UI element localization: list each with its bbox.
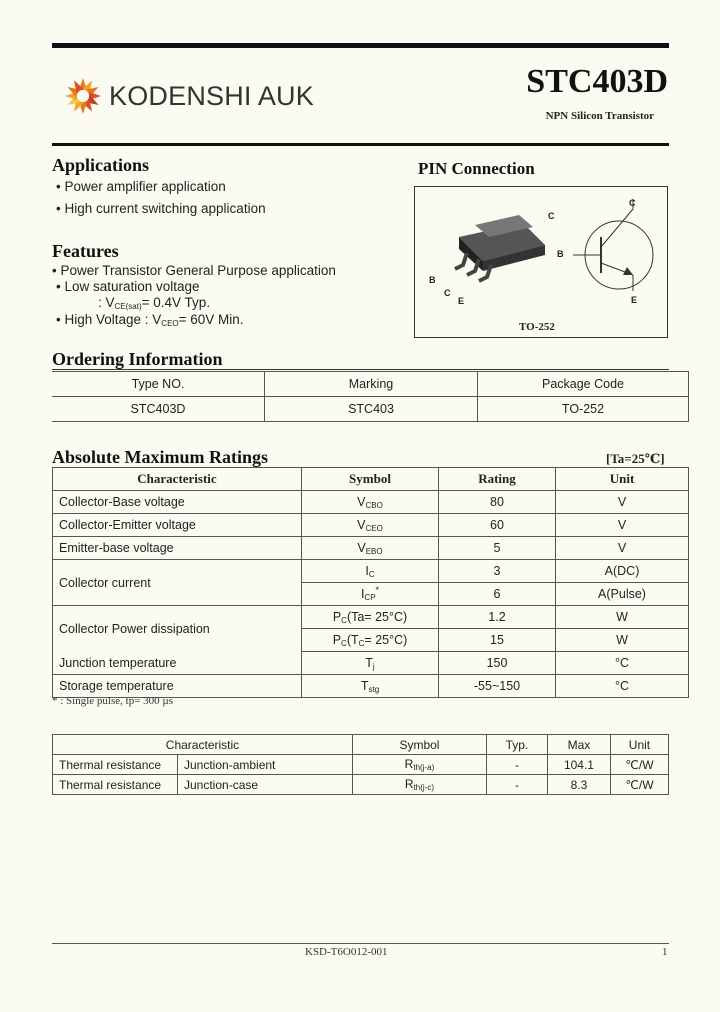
ordering-row	[52, 397, 689, 422]
amr-header-unit: Unit	[556, 468, 689, 491]
feature-vce-sat	[98, 295, 210, 311]
pin-label-emitter: E	[458, 296, 465, 306]
amr-symbol: $I_C$	[302, 560, 439, 583]
amr-row	[53, 652, 689, 675]
sunburst-logo-icon	[63, 76, 103, 116]
ordering-header-type: Type NO.	[52, 372, 265, 397]
amr-rating: 5	[439, 537, 556, 560]
thermal-typ: -	[486, 755, 547, 775]
amr-rating: 80	[439, 491, 556, 514]
amr-unit: V	[556, 491, 689, 514]
pin-label-collector: C	[444, 288, 451, 298]
amr-symbol: $V_{CBO}$	[302, 491, 439, 514]
applications-title: Applications	[52, 155, 150, 175]
amr-row	[53, 606, 689, 629]
ordering-package: TO-252	[478, 397, 689, 422]
amr-row	[53, 514, 689, 537]
amr-unit: W	[556, 629, 689, 652]
amr-rating: 3	[439, 560, 556, 583]
to252-package-drawing	[415, 187, 669, 339]
feature-item: • Power Transistor General Purpose application	[52, 263, 336, 278]
amr-rating: -55~150	[439, 675, 556, 698]
amr-symbol: $P_C(T_C= 25^\circ C)$	[302, 629, 439, 652]
feature-high-voltage	[56, 312, 244, 328]
schematic-label-emitter: E	[631, 295, 638, 305]
device-subtitle: NPN Silicon Transistor	[545, 110, 654, 122]
thermal-characteristic: Thermal resistance	[53, 755, 178, 775]
thermal-max: 104.1	[547, 755, 610, 775]
thermal-row	[53, 775, 669, 795]
footer-rule	[52, 943, 669, 944]
top-rule	[52, 43, 669, 48]
page-number: 1	[662, 946, 668, 958]
thermal-table	[52, 734, 669, 795]
thermal-header-row	[53, 735, 669, 755]
ordering-marking: STC403	[265, 397, 478, 422]
part-number: STC403D	[526, 63, 668, 100]
logo-text: KODENSHI AUK	[109, 80, 314, 111]
amr-characteristic: Emitter-base voltage	[53, 537, 302, 560]
pin-connection-box	[414, 186, 668, 338]
schematic-label-base: B	[557, 249, 564, 259]
pin-label-base: B	[429, 275, 436, 285]
pin-label-collector: C	[548, 211, 555, 221]
ordering-header-marking: Marking	[265, 372, 478, 397]
amr-characteristic: Collector-Base voltage	[53, 491, 302, 514]
amr-characteristic: Collector current	[53, 560, 302, 606]
vce-sat-value: = 0.4V Typ.	[141, 295, 211, 310]
ordering-rule	[52, 369, 669, 370]
ordering-type: STC403D	[52, 397, 265, 422]
document-number: KSD-T6O012-001	[305, 946, 388, 958]
amr-header-symbol: Symbol	[302, 468, 439, 491]
amr-row	[53, 491, 689, 514]
high-voltage-sub: CEO	[161, 319, 179, 328]
thermal-symbol: $R_{th(j-c)}$	[352, 775, 486, 795]
amr-characteristic: Collector-Emitter voltage	[53, 514, 302, 537]
amr-rating: 6	[439, 583, 556, 606]
amr-symbol: $P_C(Ta= 25^\circ C)$	[302, 606, 439, 629]
amr-unit: V	[556, 537, 689, 560]
thermal-header-symbol: Symbol	[352, 735, 486, 755]
thermal-characteristic: Thermal resistance	[53, 775, 178, 795]
amr-symbol: $T_{stg}$	[302, 675, 439, 698]
amr-row	[53, 560, 689, 583]
thermal-condition: Junction-case	[178, 775, 353, 795]
amr-header-row	[53, 468, 689, 491]
ordering-table	[52, 371, 689, 422]
amr-characteristic: Collector Power dissipation	[53, 606, 302, 652]
ordering-header-row	[52, 372, 689, 397]
amr-rating: 1.2	[439, 606, 556, 629]
thermal-symbol: $R_{th(j-a)}$	[352, 755, 486, 775]
amr-unit: W	[556, 606, 689, 629]
amr-characteristic: Junction temperature	[53, 652, 302, 675]
thermal-header-unit: Unit	[610, 735, 668, 755]
amr-table	[52, 467, 689, 698]
thermal-header-typ: Typ.	[486, 735, 547, 755]
features-title: Features	[52, 241, 119, 261]
ordering-header-package: Package Code	[478, 372, 689, 397]
amr-rating: 150	[439, 652, 556, 675]
schematic-label-collector: C	[629, 198, 636, 208]
thermal-row	[53, 755, 669, 775]
high-voltage-label: • High Voltage : V	[56, 312, 162, 327]
amr-symbol: $V_{EBO}$	[302, 537, 439, 560]
thermal-unit: ℃/W	[610, 775, 668, 795]
vce-sat-label: : V	[98, 295, 115, 310]
ordering-title: Ordering Information	[52, 349, 223, 369]
high-voltage-value: = 60V Min.	[178, 312, 244, 327]
feature-item: • Low saturation voltage	[56, 279, 200, 294]
amr-unit: °C	[556, 675, 689, 698]
amr-symbol: $V_{CEO}$	[302, 514, 439, 537]
amr-title: Absolute Maximum Ratings	[52, 447, 269, 467]
thermal-header-max: Max	[547, 735, 610, 755]
amr-rating: 60	[439, 514, 556, 537]
application-item: • Power amplifier application	[56, 179, 226, 194]
amr-header-rating: Rating	[439, 468, 556, 491]
vce-sat-sub: CE(sat)	[114, 302, 142, 311]
amr-condition: [Ta=25℃]	[606, 451, 665, 466]
amr-row	[53, 537, 689, 560]
company-logo	[63, 76, 314, 116]
thermal-max: 8.3	[547, 775, 610, 795]
amr-header-characteristic: Characteristic	[53, 468, 302, 491]
amr-symbol: $I_{CP}^*$	[302, 583, 439, 606]
amr-characteristic: Storage temperature	[53, 675, 302, 698]
thermal-typ: -	[486, 775, 547, 795]
amr-unit: A(Pulse)	[556, 583, 689, 606]
amr-rating: 15	[439, 629, 556, 652]
amr-unit: A(DC)	[556, 560, 689, 583]
application-item: • High current switching application	[56, 201, 266, 216]
amr-footnote: * : Single pulse, tp= 300 µs	[52, 695, 174, 707]
header-rule	[52, 143, 669, 146]
pin-connection-title: PIN Connection	[418, 159, 535, 178]
thermal-header-characteristic: Characteristic	[53, 735, 353, 755]
amr-symbol: $T_j$	[302, 652, 439, 675]
amr-unit: V	[556, 514, 689, 537]
thermal-condition: Junction-ambient	[178, 755, 353, 775]
thermal-unit: ℃/W	[610, 755, 668, 775]
package-label: TO-252	[519, 321, 555, 333]
amr-unit: °C	[556, 652, 689, 675]
